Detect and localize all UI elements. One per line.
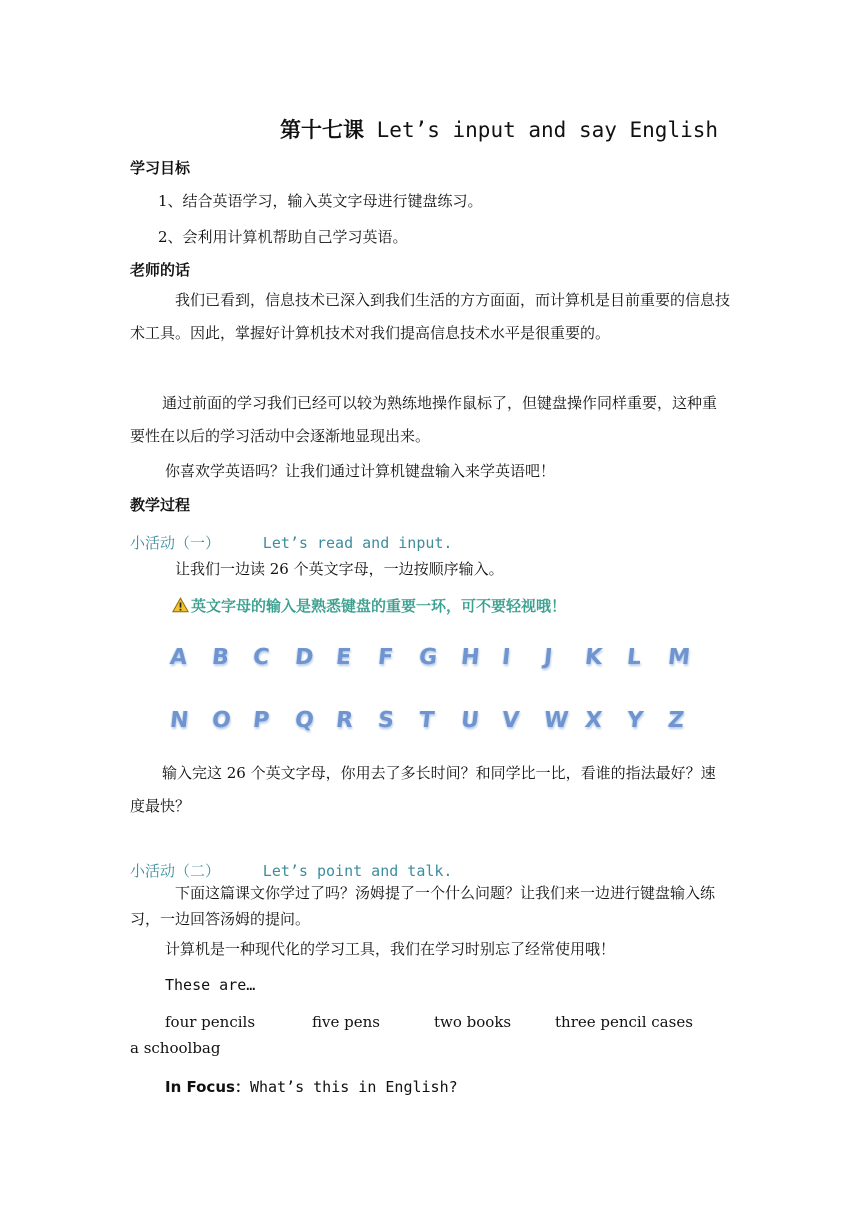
letter-z: Z — [666, 708, 686, 733]
letter-p: P — [251, 708, 271, 733]
letter-r: R — [334, 708, 355, 733]
letter-o: O — [210, 708, 232, 733]
title-english: Let’s input and say English — [376, 118, 719, 142]
activity2-label: 小活动（二） — [130, 862, 221, 880]
in-focus-label: In Focus： — [165, 1078, 250, 1096]
letter-a: A — [168, 645, 189, 670]
activity1-instruction: 让我们一边读 26 个英文字母，一边按顺序输入。 — [175, 560, 504, 578]
letter-s: S — [376, 708, 395, 733]
activity1-header — [130, 532, 452, 553]
letter-c: C — [251, 645, 271, 670]
letter-f: F — [376, 645, 394, 670]
process-heading: 教学过程 — [130, 496, 191, 514]
letter-w: W — [542, 708, 570, 733]
activity2-header — [130, 860, 452, 881]
letter-q: Q — [293, 708, 315, 733]
activity1-title: Let’s read and input. — [262, 534, 453, 552]
letter-v: V — [500, 708, 521, 733]
letter-b: B — [210, 645, 230, 670]
letter-i: I — [500, 645, 512, 670]
vocab-item-5: a schoolbag — [130, 1039, 221, 1057]
vocab-item-3: two books — [434, 1013, 512, 1031]
objective-item-2: 2、会利用计算机帮助自己学习英语。 — [158, 228, 408, 246]
teacher-heading: 老师的话 — [130, 261, 191, 279]
in-focus-text: What’s this in English? — [249, 1078, 458, 1096]
letter-k: K — [583, 645, 604, 670]
letter-l: L — [625, 645, 642, 670]
activity1-question: 输入完这 26 个英文字母，你用去了多长时间？和同学比一比，看谁的指法最好？速度最快？ — [130, 764, 716, 815]
activity2-title: Let’s point and talk. — [262, 862, 453, 880]
teacher-paragraph-3: 你喜欢学英语吗？让我们通过计算机键盘输入来学英语吧！ — [165, 462, 556, 480]
activity1-label: 小活动（一） — [130, 534, 221, 552]
letter-j: J — [542, 645, 554, 670]
title-chinese: 第十七课 — [280, 118, 364, 142]
these-are-text: These are… — [165, 976, 256, 994]
letter-n: N — [168, 708, 190, 733]
letter-m: M — [666, 645, 692, 670]
activity2-paragraph-2: 计算机是一种现代化的学习工具，我们在学习时别忘了经常使用哦！ — [165, 940, 616, 958]
page-title — [280, 114, 718, 144]
vocab-item-1: four pencils — [165, 1013, 256, 1031]
warning-icon — [172, 597, 189, 613]
in-focus-line — [165, 1076, 458, 1097]
letter-x: X — [583, 708, 604, 733]
teacher-paragraph-2: 通过前面的学习我们已经可以较为熟练地操作鼠标了，但键盘操作同样重要，这种重要性在以后的学习活动中会逐渐地显现出来。 — [130, 394, 718, 445]
letter-d: D — [293, 645, 315, 670]
objectives-heading: 学习目标 — [130, 159, 191, 177]
letter-y: Y — [625, 708, 644, 733]
vocab-item-4: three pencil cases — [555, 1013, 693, 1031]
vocab-item-2: five pens — [312, 1013, 380, 1031]
letter-g: G — [417, 645, 439, 670]
activity2-paragraph-1: 下面这篇课文你学过了吗？汤姆提了一个什么问题？让我们来一边进行键盘输入练习，一边回答汤姆的提问。 — [130, 884, 716, 928]
letter-h: H — [459, 645, 481, 670]
letter-t: T — [417, 708, 436, 733]
warning-text: 英文字母的输入是熟悉键盘的重要一环，可不要轻视哦！ — [191, 597, 567, 615]
warning-note — [172, 595, 566, 616]
letter-e: E — [334, 645, 353, 670]
teacher-paragraph-1: 我们已看到，信息技术已深入到我们生活的方方面面，而计算机是目前重要的信息技术工具。因此，掌握好计算机技术对我们提高信息技术水平是很重要的。 — [130, 291, 731, 342]
letter-u: U — [459, 708, 480, 733]
objective-item-1: 1、结合英语学习，输入英文字母进行键盘练习。 — [158, 192, 483, 210]
